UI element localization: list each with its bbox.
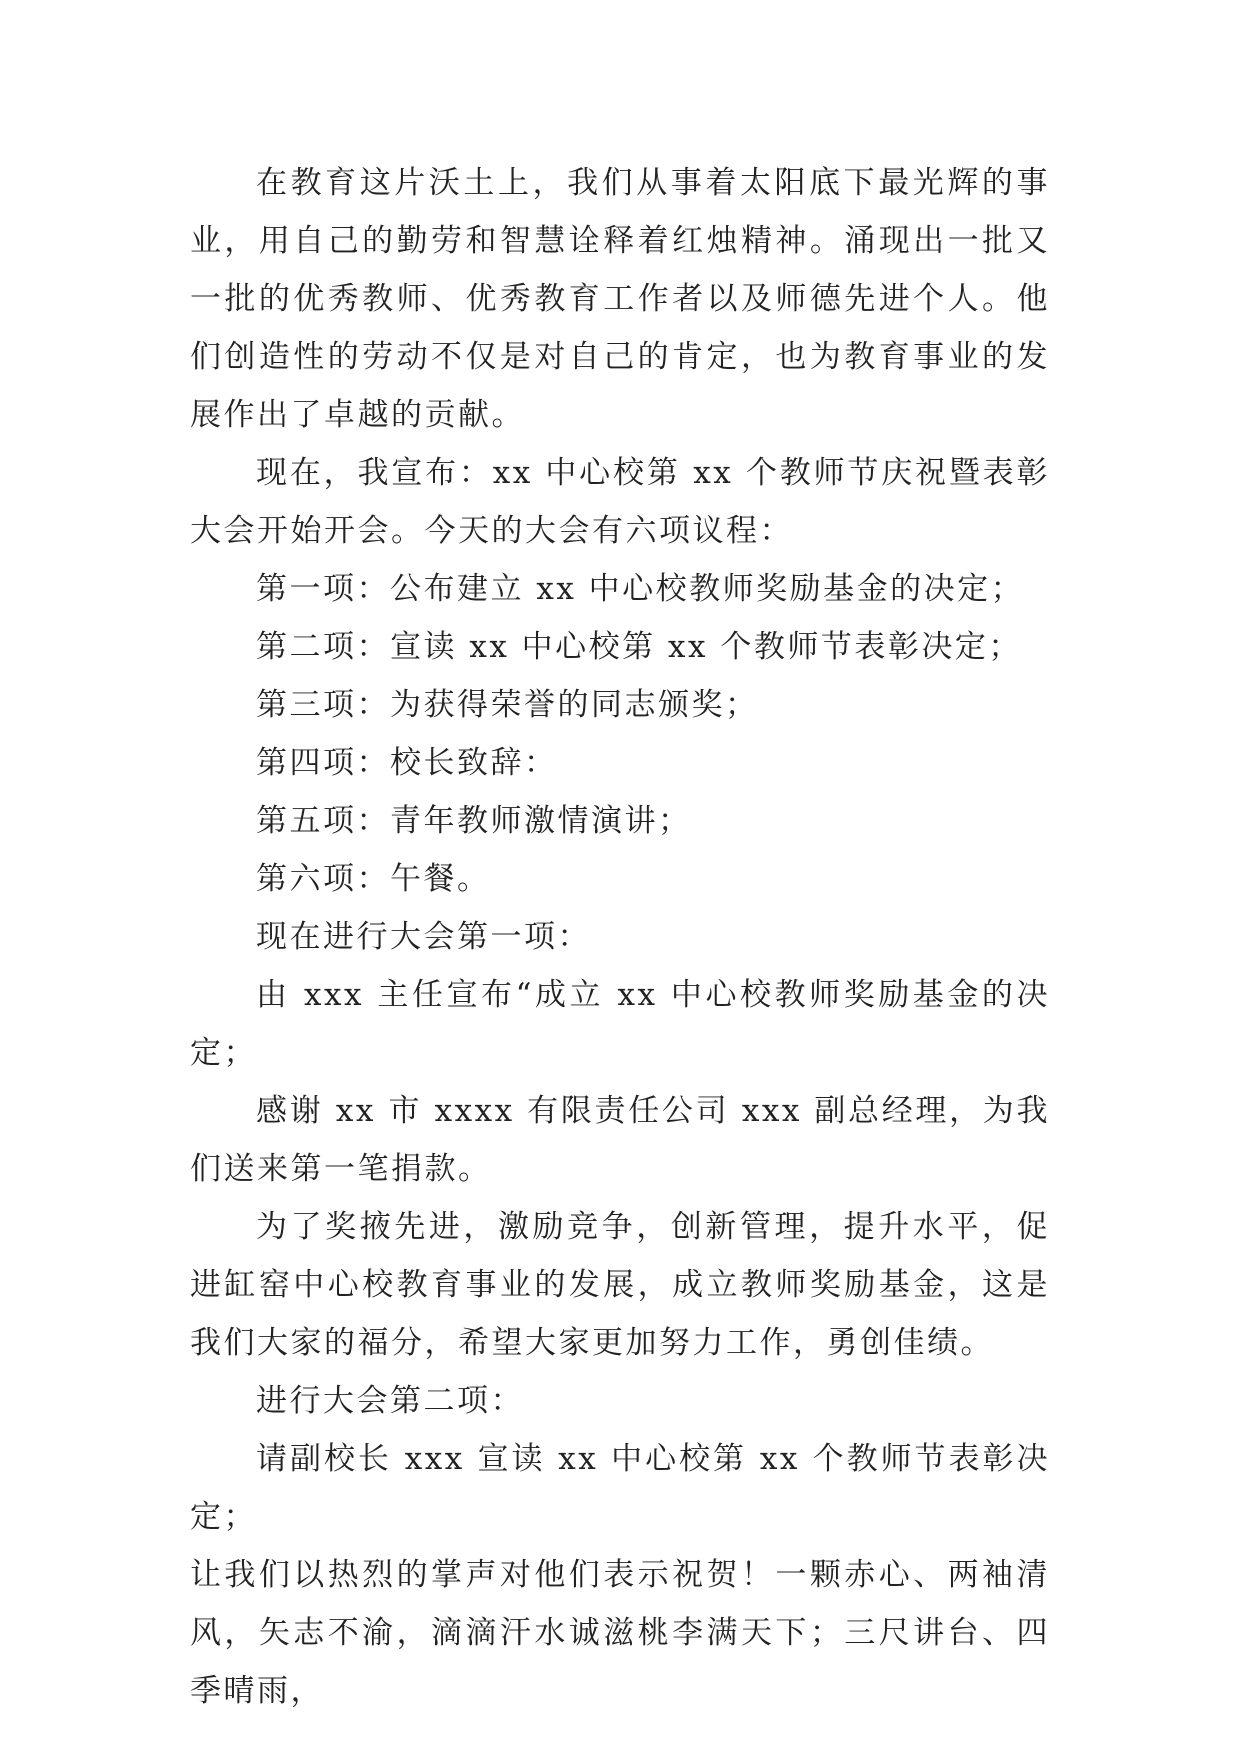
agenda-item-6: 第六项：午餐。 (256, 861, 491, 897)
agenda-item-4: 第四项：校长致辞： (256, 745, 558, 781)
paragraph-fund-purpose: 为了奖掖先进，激励竞争，创新管理，提升水平，促进缸窑中心校教育事业的发展，成立教师奖励基金，这是我们大家的福分，希望大家更加努力工作，勇创佳绩。 (190, 1209, 1050, 1361)
paragraph-announcement: 现在，我宣布：xx 中心校第 xx 个教师节庆祝暨表彰大会开始开会。今天的大会有六项议程： (190, 455, 1050, 549)
paragraph-intro: 在教育这片沃土上，我们从事着太阳底下最光辉的事业，用自己的勤劳和智慧诠释着红烛精神。涌现出一批又一批的优秀教师、优秀教育工作者以及师德先进个人。他们创造性的劳动不仅是对自己的肯定，也为教育事业的发展作出了卓越的贡献。 (190, 165, 1050, 433)
paragraph-item-one-start: 现在进行大会第一项： (256, 919, 591, 955)
paragraph-thanks: 感谢 xx 市 xxxx 有限责任公司 xxx 副总经理，为我们送来第一笔捐款。 (190, 1093, 1050, 1187)
paragraph-commendation-reading: 请副校长 xxx 宣读 xx 中心校第 xx 个教师节表彰决定； (190, 1441, 1050, 1535)
paragraph-item-two-start: 进行大会第二项： (256, 1383, 524, 1419)
agenda-item-3: 第三项：为获得荣誉的同志颁奖； (256, 687, 759, 723)
agenda-item-1: 第一项：公布建立 xx 中心校教师奖励基金的决定； (256, 571, 1025, 607)
agenda-item-5: 第五项：青年教师激情演讲； (256, 803, 692, 839)
paragraph-fund-announcement: 由 xxx 主任宣布“成立 xx 中心校教师奖励基金的决定； (190, 977, 1050, 1071)
agenda-item-2: 第二项：宣读 xx 中心校第 xx 个教师节表彰决定； (256, 629, 1022, 665)
document-body (190, 154, 1050, 1720)
paragraph-congratulations: 让我们以热烈的掌声对他们表示祝贺！一颗赤心、两袖清风，矢志不渝，滴滴汗水诚滋桃李满天下；三尺讲台、四季晴雨， (190, 1557, 1050, 1709)
